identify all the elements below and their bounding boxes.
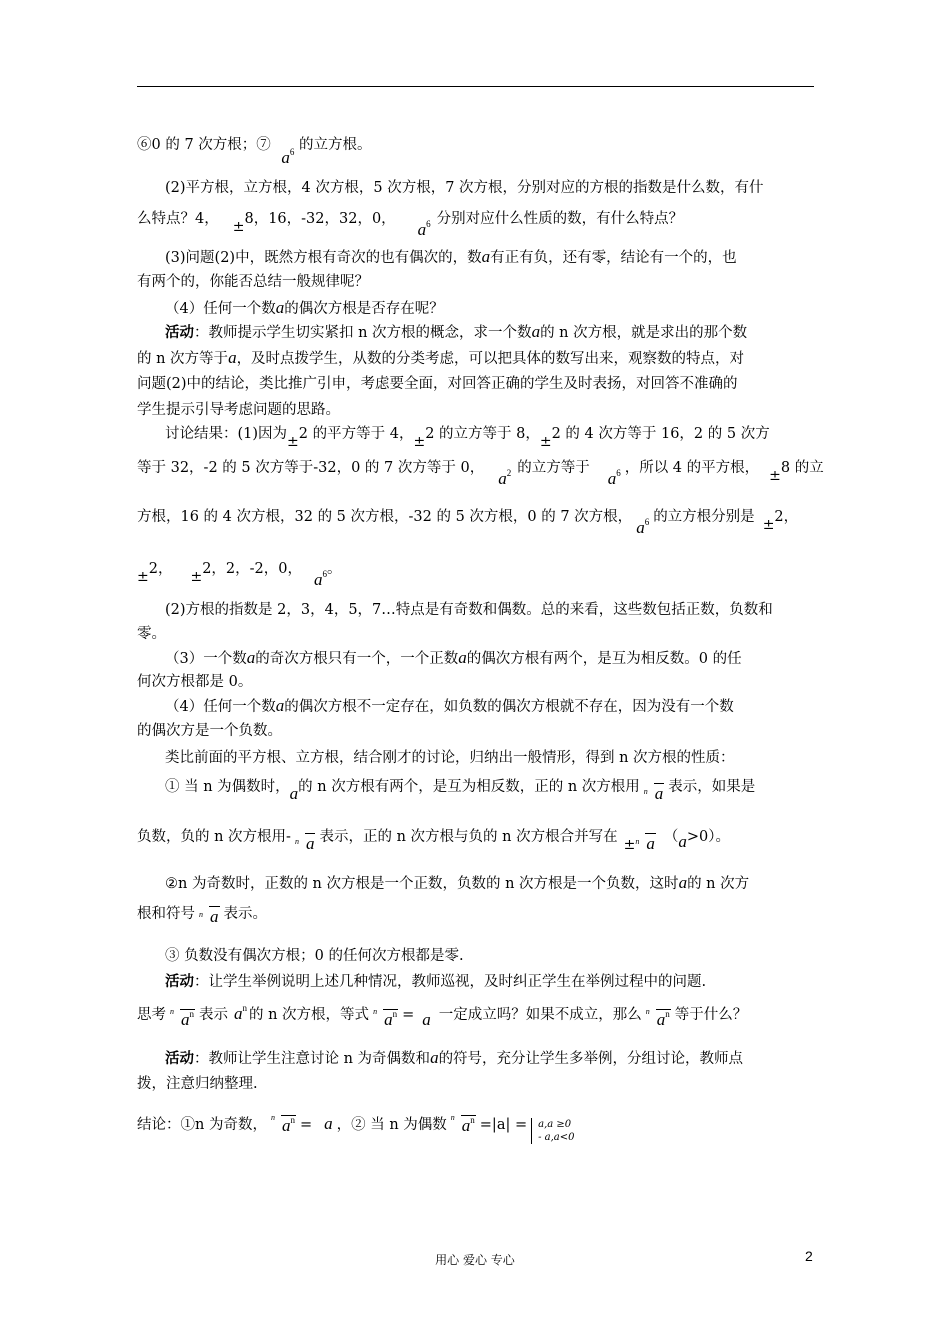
text-line: 类比前面的平方根、立方根，结合刚才的讨论，归纳出一般情形，得到 n 次方根的性质： <box>165 750 735 766</box>
text-line: ±2， ±2，2，-2，0，$a^6$。 <box>137 561 342 589</box>
text-line: （3）一个数a的奇次方根只有一个，一个正数a的偶次方根有两个，是互为相反数。0 的任 <box>165 648 742 667</box>
text-line: 问题(2)中的结论，类比推广引申，考虑要全面，对回答正确的学生及时表扬，对回答不准确的 <box>137 376 738 392</box>
header-rule <box>137 86 814 87</box>
text-line <box>137 128 372 167</box>
text-line: 有两个的，你能否总结一般规律呢？ <box>137 274 369 290</box>
text-line: 活动：教师提示学生切实紧扣 n 次方根的概念，求一个数a的 n 次方根，就是求出的那个数 <box>165 322 748 341</box>
text-line: 思考 n $a^n$ 表示 $a^n$ 的 n 次方根，等式 n $a^n = a$ 一定成立吗？如果不成立，那么 n $a^n$ 等于什么？ <box>137 1003 748 1029</box>
math-a6: $a^6$ <box>281 147 295 167</box>
text-line: 结论：①n 为奇数， n $a^n = a$ ，② 当 n 为偶数 n $a^n =|a| = a,a \ge 0$ - a,a<0 <box>137 1113 575 1143</box>
text-line: 等于 32，-2 的 5 次方等于-32，0 的 7 次方等于 0，$a^2$ 的立方等于$a^6$ ，所以 4 的平方根， ±8 的立 <box>137 460 824 488</box>
text-line: (2)平方根，立方根，4 次方根，5 次方根，7 次方根，分别对应的方根的指数是什么数，有什 <box>165 180 764 196</box>
text-line: 零。 <box>137 626 166 642</box>
text-line: ②n 为奇数时，正数的 n 次方根是一个正数，负数的 n 次方根是一个负数，这时a的 n 次方 <box>165 873 750 892</box>
piecewise-cases: a,a ≥0 - a,a<0 <box>531 1118 574 1144</box>
plus-minus-symbol: ± <box>232 219 245 235</box>
text-line: 拨，注意归纳整理. <box>137 1076 258 1092</box>
text-line: (2)方根的指数是 2，3，4，5，7…特点是有奇数和偶数。总的来看，这些数包括正数，负数和 <box>165 602 773 618</box>
text-line: 方根，16 的 4 次方根，32 的 5 次方根，-32 的 5 次方根，0 的 7 次方根，$a^6$ 的立方根分别是 ±2， <box>137 509 799 537</box>
text-line: ① 当 n 为偶数时，a的 n 次方根有两个，是互为相反数，正的 n 次方根用 n a 表示，如果是 <box>165 779 756 803</box>
text-line: 根和符号 n a 表示。 <box>137 906 267 926</box>
text-line: 活动：教师让学生注意讨论 n 为奇偶数和a的符号，充分让学生多举例，分组讨论，教师点 <box>165 1048 744 1067</box>
text-line: 何次方根都是 0。 <box>137 674 253 690</box>
text-line: （4）任何一个数a的偶次方根是否存在呢？ <box>165 298 444 317</box>
text-line: 活动：让学生举例说明上述几种情况，教师巡视，及时纠正学生在举例过程中的问题. <box>165 973 707 990</box>
nth-root-a: n a <box>643 784 664 803</box>
page-number: 2 <box>805 1248 813 1264</box>
text-line: 学生提示引导考虑问题的思路。 <box>137 402 340 418</box>
text-line: 负数，负的 n 次方根用- n a 表示，正的 n 次方根与负的 n 次方根合并写在 ± n a （a>0）。 <box>137 829 730 853</box>
text-line: ③ 负数没有偶次方根；0 的任何次方根都是零. <box>165 948 464 964</box>
text-line: 么特点？4， ±8，16，-32，32，0，$a^6$ 分别对应什么性质的数，有什么特点？ <box>137 211 684 239</box>
text: 的立方根。 <box>299 137 372 153</box>
text-line: 的偶次方是一个负数。 <box>137 723 282 739</box>
text-line: 的 n 次方等于a，及时点拨学生，从数的分类考虑，可以把具体的数写出来，观察数的特点，对 <box>137 348 745 367</box>
text-line: （4）任何一个数a的偶次方根不一定存在，如负数的偶次方根就不存在，因为没有一个数 <box>165 696 734 715</box>
page-footer: 用心 爱心 专心 <box>435 1253 515 1267</box>
text-line: (3)问题(2)中，既然方根有奇次的也有偶次的，数a有正有负，还有零，结论有一个的，也 <box>165 247 737 266</box>
text: ⑥0 的 7 次方根；⑦ <box>137 137 271 153</box>
text-line: 讨论结果：(1)因为±2 的平方等于 4，±2 的立方等于 8，±2 的 4 次方等于 16，2 的 5 次方 <box>165 426 770 450</box>
